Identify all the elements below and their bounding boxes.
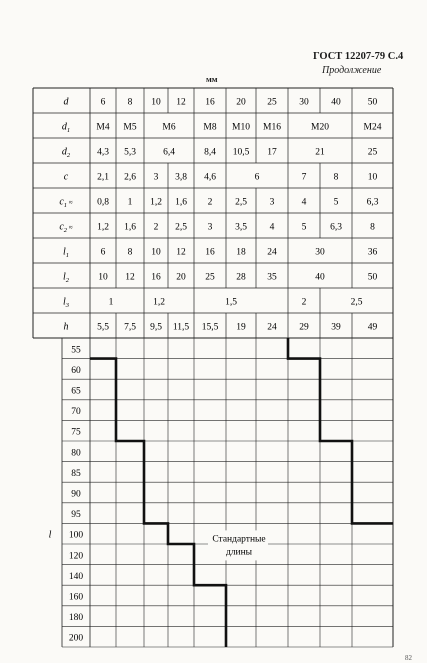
cell-value: 35 [267, 272, 277, 283]
cell-value: 50 [367, 97, 378, 108]
cell-value: 25 [205, 272, 215, 283]
cell-value: 6,4 [163, 147, 175, 158]
row-label: $l_2$ [62, 271, 70, 284]
cell-value: 3,8 [175, 172, 187, 183]
cell-value: 24 [267, 247, 277, 258]
cell-value: 2,5 [350, 297, 363, 308]
length-value: 85 [71, 468, 81, 479]
cell-value: 19 [236, 322, 246, 333]
length-value: 90 [71, 489, 81, 500]
cell-value: 3,5 [235, 222, 247, 233]
row-label: $l_1$ [62, 246, 70, 259]
cell-value: 16 [151, 272, 161, 283]
cell-value: 20 [236, 97, 246, 108]
row-label: $c_2$ ≈ [59, 221, 73, 234]
cell-value: 30 [315, 247, 325, 258]
length-value: 60 [71, 365, 81, 376]
cell-value: 7,5 [124, 322, 136, 333]
cell-value: 6 [100, 97, 106, 108]
cell-value: 2 [207, 197, 213, 208]
cell-value: 4 [301, 197, 307, 208]
cell-value: 40 [315, 272, 325, 283]
cell-value: 29 [299, 322, 309, 333]
cell-value: 11,5 [172, 322, 190, 333]
cell-value: 1,2 [153, 297, 165, 308]
standard-number: ГОСТ 12207-79 С.4 [313, 51, 404, 62]
cell-value: 17 [267, 147, 277, 158]
cell-value: 4,3 [97, 147, 109, 158]
length-value: 65 [71, 386, 81, 397]
cell-value: 12 [125, 272, 135, 283]
cell-value: 4 [269, 222, 275, 233]
cell-value: 8 [127, 247, 133, 258]
length-value: 70 [71, 407, 81, 418]
length-value: 120 [68, 551, 84, 562]
cell-value: 25 [267, 97, 277, 108]
length-value: 140 [68, 571, 84, 582]
length-value: 80 [71, 448, 81, 459]
length-value: 75 [71, 427, 81, 438]
cell-value: 12 [176, 247, 186, 258]
unit-label: мм [206, 74, 218, 84]
cell-value: 16 [205, 247, 215, 258]
cell-value: 6 [100, 247, 106, 258]
row-label: $d_1$ [61, 121, 71, 134]
cell-value: 28 [236, 272, 246, 283]
cell-value: 1,5 [225, 297, 237, 308]
cell-value: 10 [151, 97, 161, 108]
cell-value: 2 [153, 222, 159, 233]
length-axis-label: l [48, 529, 52, 541]
region-label: Стандартные [212, 534, 266, 545]
cell-value: M5 [123, 122, 137, 133]
cell-value: 10 [151, 247, 161, 258]
cell-value: 30 [299, 97, 309, 108]
cell-value: 2 [301, 297, 307, 308]
cell-value: 3 [153, 172, 159, 183]
row-label: c [63, 171, 69, 183]
cell-value: 8 [127, 97, 133, 108]
cell-value: 6 [254, 172, 260, 183]
cell-value: 2,6 [124, 172, 136, 183]
cell-value: 7 [301, 172, 307, 183]
cell-value: 40 [331, 97, 341, 108]
cell-value: 1,6 [175, 197, 187, 208]
row-label: $c_1$ ≈ [59, 196, 73, 209]
cell-value: 50 [367, 272, 378, 283]
cell-value: 5,5 [97, 322, 109, 333]
cell-value: 39 [331, 322, 341, 333]
cell-value: 6,3 [366, 197, 379, 208]
standard-lengths-boundary-right [288, 338, 393, 523]
cell-value: 10 [98, 272, 108, 283]
cell-value: 1,2 [97, 222, 109, 233]
cell-value: 2,1 [97, 172, 109, 183]
cell-value: 2,5 [235, 197, 247, 208]
cell-value: 5,3 [124, 147, 136, 158]
cell-value: 9,5 [150, 322, 162, 333]
cell-value: M8 [203, 122, 217, 133]
continuation-label: Продолжение [322, 65, 382, 76]
cell-value: 8 [370, 222, 375, 233]
cell-value: M20 [311, 122, 329, 133]
row-label: d [63, 96, 69, 108]
length-value: 95 [71, 510, 81, 521]
cell-value: 8,4 [204, 147, 216, 158]
cell-value: M16 [263, 122, 281, 133]
cell-value: 1 [127, 197, 133, 208]
cell-value: 16 [205, 97, 215, 108]
cell-value: 1,2 [150, 197, 162, 208]
cell-value: 3 [269, 197, 275, 208]
cell-value: 1,6 [124, 222, 136, 233]
cell-value: 49 [367, 322, 378, 333]
cell-value: 21 [315, 147, 325, 158]
cell-value: 24 [267, 322, 277, 333]
cell-value: 10,5 [232, 147, 250, 158]
length-value: 180 [68, 613, 84, 624]
length-value: 100 [68, 530, 84, 541]
cell-value: 5 [333, 197, 339, 208]
row-label: $l_3$ [62, 296, 70, 309]
cell-value: 20 [176, 272, 186, 283]
cell-value: 36 [367, 247, 378, 258]
cell-value: M24 [363, 122, 382, 133]
cell-value: 18 [236, 247, 246, 258]
length-value: 160 [68, 592, 84, 603]
cell-value: 8 [333, 172, 339, 183]
cell-value: 2,5 [175, 222, 187, 233]
page-number: 82 [405, 654, 412, 662]
length-value: 55 [71, 345, 81, 356]
cell-value: 6,3 [330, 222, 342, 233]
cell-value: 3 [207, 222, 213, 233]
cell-value: 15,5 [201, 322, 219, 333]
row-label: h [63, 321, 69, 333]
cell-value: 4,6 [204, 172, 216, 183]
region-label: длины [225, 547, 253, 558]
cell-value: 25 [367, 147, 378, 158]
length-value: 200 [68, 633, 84, 644]
cell-value: M4 [96, 122, 110, 133]
cell-value: 5 [301, 222, 307, 233]
cell-value: M10 [232, 122, 250, 133]
cell-value: 1 [108, 297, 114, 308]
cell-value: M6 [162, 122, 176, 133]
cell-value: 12 [176, 97, 186, 108]
cell-value: 0,8 [97, 197, 109, 208]
row-label: $d_2$ [61, 146, 71, 159]
cell-value: 10 [367, 172, 378, 183]
